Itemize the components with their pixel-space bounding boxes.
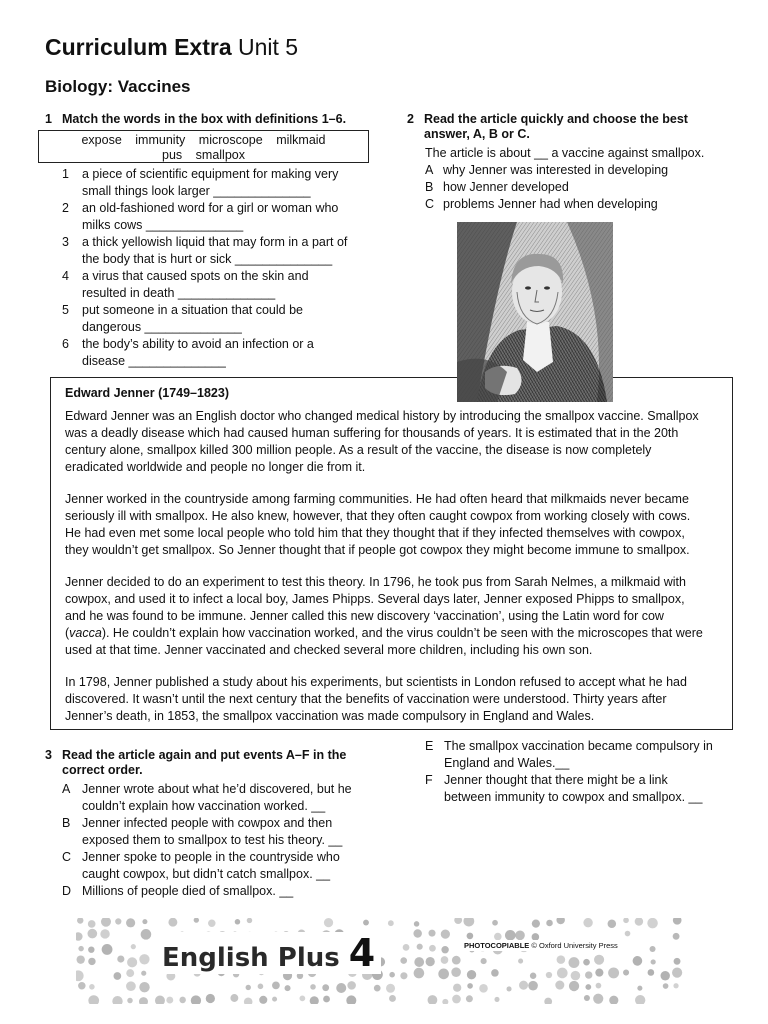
pattern-dot: [428, 930, 435, 937]
event-item: [62, 883, 382, 900]
pattern-dot: [112, 996, 122, 1004]
definition-line: put someone in a situation that could be: [82, 303, 303, 317]
pattern-dot: [569, 981, 579, 991]
publisher-label: © Oxford University Press: [529, 941, 618, 950]
definition-line: resulted in death ______________: [82, 286, 276, 300]
pattern-dot: [374, 985, 381, 992]
pattern-dot: [672, 968, 682, 978]
brand-logo: [156, 932, 381, 974]
pattern-dot: [452, 956, 461, 965]
pattern-dot: [299, 995, 305, 1001]
pattern-dot: [532, 920, 540, 928]
article-box: [50, 377, 733, 730]
pattern-dot: [127, 957, 137, 967]
pattern-dot: [674, 958, 681, 965]
pattern-dot: [593, 994, 603, 1004]
event-line: England and Wales.__: [444, 756, 570, 770]
article-paragraph: [65, 674, 718, 725]
pattern-dot: [388, 920, 394, 926]
event-letter: B: [62, 816, 71, 830]
article-line: cowpox, and used it to infect a local boy, James Phipps. Several days later, Jenner exposed Phipps to smallpox,: [65, 592, 685, 606]
q2-heading: [407, 112, 737, 144]
pattern-dot: [88, 929, 98, 939]
pattern-dot: [494, 997, 499, 1002]
pattern-dot: [505, 930, 516, 941]
pattern-dot: [596, 983, 602, 989]
q2-instruction-line: answer, A, B or C.: [424, 127, 530, 141]
definition-line: small things look larger ______________: [82, 184, 311, 198]
article-line: Edward Jenner was an English doctor who changed medical history by introducing the smallpox vaccine. Smallpox: [65, 409, 699, 423]
pattern-dot: [88, 946, 94, 952]
definition-item: [62, 268, 382, 302]
q2-option: [425, 196, 725, 213]
pattern-dot: [491, 969, 499, 977]
word: pus: [162, 148, 183, 162]
pattern-dot: [426, 957, 435, 966]
event-letter: F: [425, 773, 433, 787]
pattern-dot: [506, 986, 511, 991]
pattern-dot: [608, 967, 619, 978]
pattern-dot: [78, 982, 86, 990]
definition-item: [62, 166, 382, 200]
pattern-dot: [609, 996, 618, 1004]
q2-instruction-line: Read the article quickly and choose the best: [424, 112, 688, 126]
pattern-dot: [441, 946, 448, 953]
pattern-dot: [179, 997, 186, 1004]
pattern-dot: [467, 933, 474, 940]
definition-item: [62, 234, 382, 268]
pattern-dot: [141, 929, 152, 940]
article-line: He had even met some local people who told him that they thought that if they infected themselves with cowpox,: [65, 526, 685, 540]
definition-number: 2: [62, 201, 69, 215]
pattern-dot: [363, 920, 369, 926]
article-line: seriously ill with smallpox. He also knew, however, that they often caught cowpox from working closely with cows.: [65, 509, 691, 523]
definition-line: dangerous ______________: [82, 320, 242, 334]
definition-line: a thick yellowish liquid that may form in a part of: [82, 235, 348, 249]
pattern-dot: [442, 999, 448, 1004]
pattern-dot: [585, 971, 592, 978]
article-paragraph: [65, 408, 718, 476]
article-line: discovered. It wasn’t until the next century that the benefits of vaccination were understood. Thirty years after: [65, 692, 667, 706]
q2-option: [425, 179, 725, 196]
event-line: Jenner infected people with cowpox and then: [82, 816, 333, 830]
pattern-dot: [584, 995, 590, 1001]
event-item: [425, 772, 745, 806]
pattern-dot: [635, 918, 643, 926]
pattern-dot: [452, 995, 461, 1004]
pattern-dot: [466, 995, 473, 1002]
definition-line: an old-fashioned word for a girl or woman who: [82, 201, 339, 215]
article-line: used at that time. Jenner vaccinated and checked several more children, including his own son.: [65, 643, 593, 657]
event-letter: A: [62, 782, 71, 796]
definition-number: 5: [62, 303, 69, 317]
definition-number: 6: [62, 337, 69, 351]
pattern-dot: [102, 944, 113, 955]
q2-option: [425, 162, 725, 179]
event-item: [425, 738, 745, 772]
word: microscope: [198, 133, 263, 147]
event-line: Jenner wrote about what he’d discovered, but he: [82, 782, 352, 796]
pattern-dot: [76, 970, 84, 981]
pattern-dot: [546, 972, 552, 978]
pattern-dot: [663, 983, 669, 989]
definition-number: 4: [62, 269, 69, 283]
event-letter: D: [62, 884, 72, 898]
pattern-dot: [389, 995, 396, 1002]
pattern-dot: [346, 995, 356, 1004]
page-title: [45, 34, 298, 61]
pattern-dot: [647, 918, 658, 928]
pattern-dot: [544, 998, 552, 1004]
q2-number: 2: [407, 112, 414, 126]
pattern-dot: [633, 956, 643, 966]
pattern-dot: [635, 995, 645, 1004]
word: immunity: [135, 133, 186, 147]
article-line: In 1798, Jenner published a study about his experiments, but scientists in London refused to accept what he had: [65, 675, 687, 689]
article-paragraph: [65, 574, 718, 659]
pattern-dot: [673, 983, 678, 988]
pattern-dot: [467, 970, 476, 979]
pattern-dot: [285, 985, 291, 991]
article-line: was a deadly disease which had caused human suffering for thousands of years. It is estimated that in the 20th: [65, 426, 679, 440]
pattern-dot: [571, 971, 581, 981]
event-line: Jenner spoke to people in the countryside who: [82, 850, 340, 864]
q1-number: 1: [45, 112, 52, 126]
pattern-dot: [191, 995, 201, 1004]
pattern-dot: [336, 983, 346, 993]
article-paragraph: [65, 491, 718, 559]
pattern-dot: [88, 920, 96, 928]
pattern-dot: [347, 981, 356, 990]
pattern-dot: [400, 972, 407, 979]
article-line: Jenner worked in the countryside among farming communities. He had often heard that milkmaids never became: [65, 492, 689, 506]
pattern-dot: [77, 955, 85, 963]
pattern-dot: [272, 982, 280, 990]
pattern-dot: [168, 918, 177, 927]
pattern-dot: [142, 919, 147, 924]
event-line: between immunity to cowpox and smallpox. __: [444, 790, 703, 804]
pattern-dot: [88, 995, 99, 1004]
brand-level-number: 4: [348, 931, 376, 975]
article-line: Jenner’s death, in 1853, the smallpox vaccination was made compulsory in England and Wales.: [65, 709, 595, 723]
event-item: [62, 815, 382, 849]
pattern-dot: [583, 959, 590, 966]
pattern-dot: [310, 984, 316, 990]
portrait-illustration: [457, 222, 613, 402]
pattern-dot: [417, 944, 423, 950]
pattern-dot: [77, 918, 83, 924]
definition-item: [62, 200, 382, 234]
pattern-dot: [400, 957, 407, 964]
pattern-dot: [259, 996, 267, 1004]
pattern-dot: [166, 997, 173, 1004]
event-line: exposed them to smallpox to test his theory. __: [82, 833, 343, 847]
q1-instruction: Match the words in the box with definitions 1–6.: [62, 112, 347, 126]
pattern-dot: [595, 969, 603, 977]
pattern-dot: [557, 955, 566, 964]
article-line: (vacca). He couldn’t explain how vaccination worked, and the virus couldn’t be seen with the microscopes that were: [65, 626, 703, 640]
option-letter: C: [425, 197, 435, 211]
pattern-dot: [89, 984, 95, 990]
q3-number: 3: [45, 748, 52, 762]
pattern-dot: [235, 919, 241, 925]
word: milkmaid: [276, 133, 326, 147]
pattern-dot: [115, 918, 121, 924]
q3-heading: [45, 748, 375, 780]
pattern-dot: [481, 958, 487, 964]
pattern-dot: [556, 918, 564, 924]
option-text: why Jenner was interested in developing: [443, 163, 669, 177]
event-item: [62, 849, 382, 883]
pattern-dot: [206, 994, 215, 1003]
word: expose: [81, 133, 122, 147]
pattern-dot: [673, 933, 680, 940]
pattern-dot: [441, 956, 449, 964]
pattern-dot: [557, 968, 568, 979]
pattern-dot: [244, 998, 253, 1004]
brand-word-plus: Plus: [277, 943, 340, 973]
pattern-dot: [76, 932, 83, 941]
pattern-dot: [78, 946, 83, 951]
pattern-dot: [126, 981, 136, 991]
pattern-dot: [414, 957, 424, 967]
brand-word-english: English: [162, 943, 269, 973]
pattern-dot: [623, 918, 629, 923]
pattern-dot: [413, 929, 421, 937]
word-box: [38, 130, 369, 163]
q3-instruction-line: Read the article again and put events A–F in the: [62, 748, 347, 762]
pattern-dot: [651, 959, 656, 964]
page-title-unit: Unit 5: [231, 34, 299, 60]
definition-number: 1: [62, 167, 69, 181]
event-line: couldn’t explain how vaccination worked. __: [82, 799, 326, 813]
pattern-dot: [528, 981, 538, 991]
pattern-dot: [568, 957, 579, 968]
pattern-dot: [428, 995, 438, 1004]
page-title-bold: Curriculum Extra: [45, 34, 232, 60]
pattern-dot: [594, 955, 604, 965]
pattern-dot: [463, 918, 474, 926]
article-line: they wouldn’t get smallpox. So Jenner thought that if people got cowpox they might become immune to smallpox.: [65, 543, 690, 557]
option-text: problems Jenner had when developing: [443, 197, 658, 211]
pattern-dot: [673, 918, 682, 925]
pattern-dot: [208, 919, 215, 926]
pattern-dot: [324, 918, 333, 927]
definition-line: a piece of scientific equipment for making very: [82, 167, 339, 181]
article-line: Jenner decided to do an experiment to test this theory. In 1796, he took pus from Sarah Nelmes, a milkmaid with: [65, 575, 686, 589]
pattern-dot: [322, 984, 329, 991]
pattern-dot: [608, 919, 617, 928]
pattern-dot: [479, 984, 488, 993]
pattern-dot: [454, 918, 462, 924]
event-letter: E: [425, 739, 434, 753]
pattern-dot: [519, 981, 528, 990]
pattern-dot: [246, 985, 251, 990]
q1-heading: [45, 112, 375, 128]
definition-line: the body that is hurt or sick ______________: [82, 252, 333, 266]
definition-number: 3: [62, 235, 69, 249]
pattern-dot: [623, 969, 629, 975]
pattern-dot: [438, 969, 449, 980]
pattern-dot: [555, 980, 564, 989]
pattern-dot: [323, 996, 330, 1003]
pattern-dot: [141, 971, 146, 976]
pattern-dot: [467, 983, 473, 989]
page-subtitle: Biology: Vaccines: [45, 77, 191, 96]
pattern-dot: [310, 996, 319, 1004]
event-line: Millions of people died of smallpox. __: [82, 884, 294, 898]
pattern-dot: [113, 972, 121, 980]
definition-line: a virus that caused spots on the skin and: [82, 269, 309, 283]
copyright-note: [462, 940, 620, 951]
jenner-portrait: [457, 222, 613, 402]
pattern-dot: [131, 944, 136, 949]
pattern-dot: [429, 945, 436, 952]
article-line: and he was found to be immune. Jenner called this new discovery ‘vaccination’, using the Latin word for cow: [65, 609, 664, 623]
pattern-dot: [441, 930, 450, 939]
pattern-dot: [389, 972, 395, 978]
pattern-dot: [100, 929, 109, 938]
event-line: The smallpox vaccination became compulsory in: [444, 739, 713, 753]
article-title: Edward Jenner (1749–1823): [65, 386, 229, 400]
event-item: [62, 781, 382, 815]
pattern-dot: [515, 930, 525, 940]
definition-item: [62, 336, 382, 370]
definition-line: the body’s ability to avoid an infection or a: [82, 337, 314, 351]
pattern-dot: [127, 998, 133, 1004]
pattern-dot: [625, 931, 631, 937]
definition-line: milks cows ______________: [82, 218, 244, 232]
option-text: how Jenner developed: [443, 180, 569, 194]
pattern-dot: [414, 968, 425, 979]
pattern-dot: [194, 918, 199, 923]
event-line: Jenner thought that there might be a link: [444, 773, 668, 787]
word: smallpox: [195, 148, 245, 162]
pattern-dot: [88, 958, 95, 965]
pattern-dot: [272, 997, 277, 1002]
pattern-dot: [648, 969, 655, 976]
pattern-dot: [258, 984, 264, 990]
pattern-dot: [155, 996, 165, 1004]
event-line: caught cowpox, but didn’t catch smallpox. __: [82, 867, 331, 881]
q3-instruction-line: correct order.: [62, 763, 143, 777]
pattern-dot: [414, 921, 419, 926]
pattern-dot: [637, 986, 642, 991]
pattern-dot: [451, 967, 461, 977]
pattern-dot: [650, 946, 656, 952]
pattern-dot: [126, 918, 135, 927]
pattern-dot: [230, 994, 238, 1002]
pattern-dot: [492, 920, 498, 926]
option-letter: A: [425, 163, 434, 177]
pattern-dot: [126, 969, 134, 977]
article-line: century alone, smallpox killed 300 million people. As a result of the vaccine, the disease is now completely: [65, 443, 652, 457]
definition-line: disease ______________: [82, 354, 226, 368]
pattern-dot: [453, 984, 461, 992]
pattern-dot: [139, 982, 149, 992]
pattern-dot: [403, 944, 410, 951]
article-line: eradicated worldwide and people no longer die from it.: [65, 460, 366, 474]
pattern-dot: [386, 984, 395, 993]
pattern-dot: [661, 971, 670, 980]
pattern-dot: [139, 954, 149, 964]
pattern-dot: [583, 918, 592, 927]
pattern-dot: [117, 955, 124, 962]
pattern-dot: [247, 918, 253, 923]
q2-stem: The article is about __ a vaccine against smallpox.: [425, 146, 705, 160]
pattern-dot: [530, 973, 536, 979]
pattern-dot: [101, 918, 111, 927]
pattern-dot: [546, 920, 553, 927]
event-letter: C: [62, 850, 72, 864]
definition-item: [62, 302, 382, 336]
photocopiable-label: PHOTOCOPIABLE: [464, 941, 530, 950]
pattern-dot: [585, 984, 591, 990]
option-letter: B: [425, 180, 434, 194]
pattern-dot: [518, 959, 523, 964]
pattern-dot: [139, 997, 148, 1004]
